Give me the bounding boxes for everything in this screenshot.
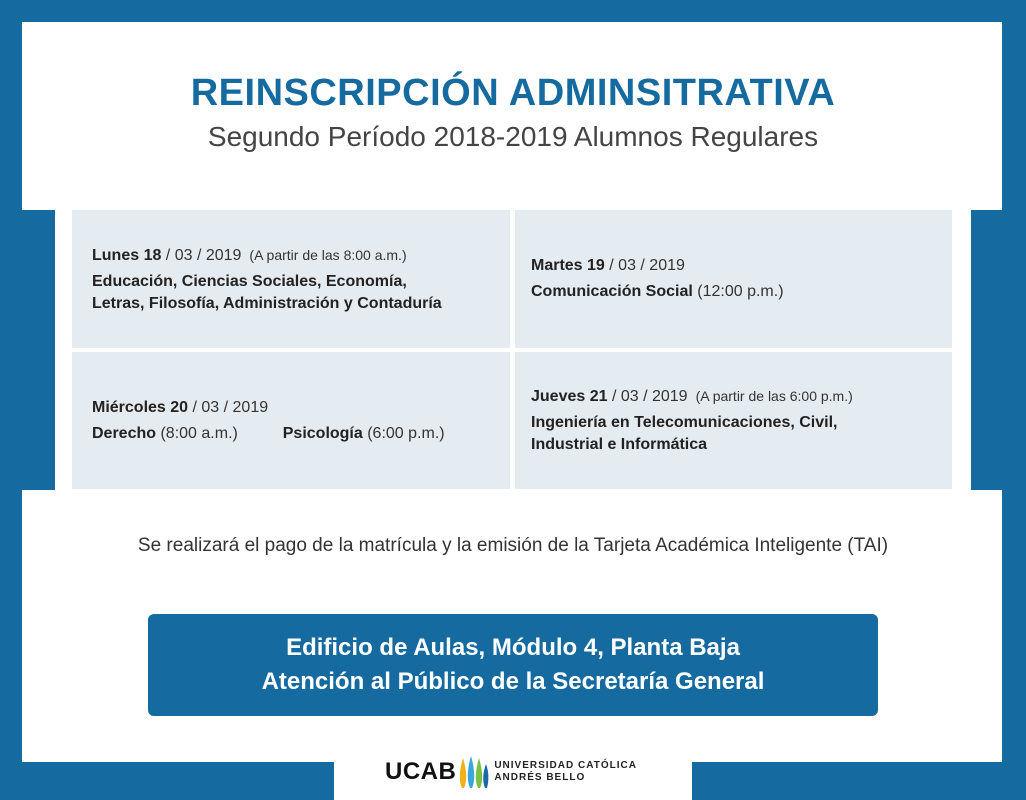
schedule-day: Martes 19 <box>531 257 605 274</box>
schedule-note: (A partir de las 6:00 p.m.) <box>695 388 853 404</box>
schedule-date: / 03 / 2019 <box>188 398 269 416</box>
schedule-cell-thursday <box>515 352 952 489</box>
schedule-date-line <box>86 397 496 419</box>
schedule-note: (A partir de las 8:00 a.m.) <box>249 246 407 263</box>
schedule-cell-wednesday <box>72 352 510 489</box>
schedule-cell-tuesday <box>515 210 952 348</box>
schedule-day: Miércoles 20 <box>92 398 189 416</box>
schedule-faculty: Comunicación Social <box>531 283 693 300</box>
logo-university-name <box>494 760 637 784</box>
logo-name-line: ANDRÉS BELLO <box>494 772 586 783</box>
logo-name-line: UNIVERSIDAD CATÓLICA <box>494 760 637 771</box>
logo-flames-icon <box>458 754 490 790</box>
page-title: REINSCRIPCIÓN ADMINSITRATIVA <box>190 72 836 114</box>
schedule-date: / 03 / 2019 <box>604 257 685 274</box>
schedule-hour: (8:00 a.m.) <box>156 424 238 442</box>
payment-notice: Se realizará el pago de la matrícula y la emisión de la Tarjeta Académica Inteligente (TAI) <box>137 535 889 556</box>
schedule-date-line <box>529 255 938 277</box>
schedule-faculty-line <box>86 423 496 445</box>
schedule-date: / 03 / 2019 <box>161 246 242 264</box>
schedule-date-line <box>86 244 496 267</box>
schedule-date-line <box>529 385 938 408</box>
schedule-faculty-line <box>529 281 938 303</box>
location-banner <box>148 614 878 716</box>
content-panel-top <box>22 22 1002 210</box>
page-subtitle: Segundo Período 2018-2019 Alumnos Regulares <box>207 121 819 152</box>
schedule-faculty: Derecho <box>92 424 157 442</box>
schedule-faculty: Psicología <box>282 424 363 442</box>
schedule-cell-monday <box>72 210 510 348</box>
location-line: Edificio de Aulas, Módulo 4, Planta Baja <box>286 634 740 661</box>
ucab-logo <box>385 752 637 792</box>
schedule-faculties: Ingeniería en Telecomunicaciones, Civil, <box>531 414 838 431</box>
location-line: Atención al Público de la Secretaría General <box>261 668 765 695</box>
schedule-faculties: Industrial e Informática <box>531 436 708 453</box>
schedule-day: Jueves 21 <box>531 388 608 405</box>
schedule-hour: (6:00 p.m.) <box>362 424 445 442</box>
schedule-hour: (12:00 p.m.) <box>692 283 784 300</box>
schedule-faculties: Educación, Ciencias Sociales, Economía, <box>92 272 407 290</box>
schedule-faculties: Letras, Filosofía, Administración y Contaduría <box>92 294 442 312</box>
schedule-date: / 03 / 2019 <box>607 388 688 405</box>
logo-acronym: UCAB <box>385 758 457 785</box>
schedule-day: Lunes 18 <box>92 246 162 264</box>
